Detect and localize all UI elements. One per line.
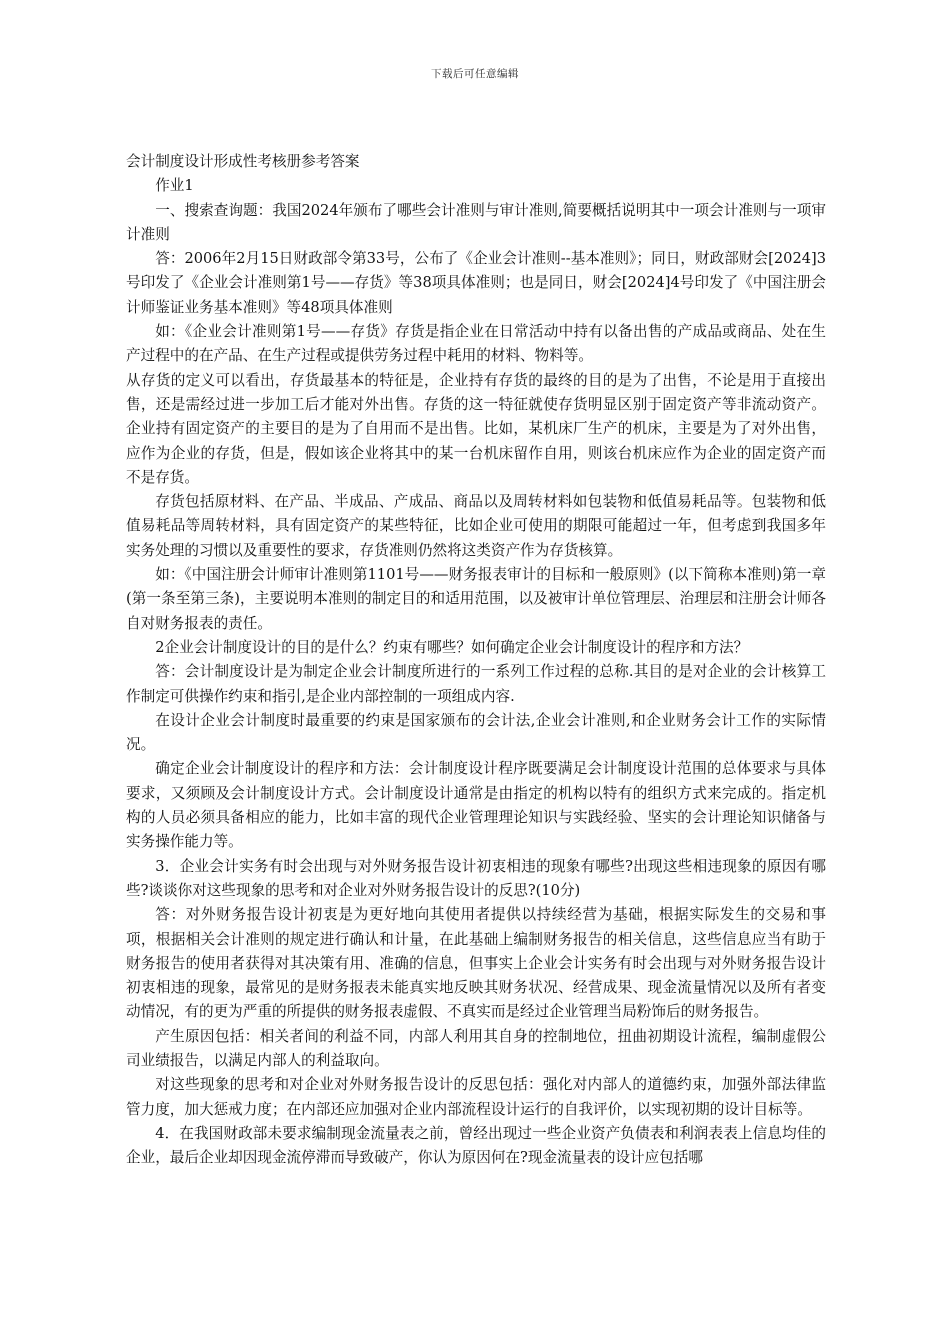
question-4: 4．在我国财政部未要求编制现金流量表之前，曾经出现过一些企业资产负债表和利润表表上信息均佳的企业，最后企业却因现金流停滞而导致破产，你认为原因何在?现金流量表的设计应包括哪 — [126, 1124, 826, 1167]
answer-1: 答：2006年2月15日财政部令第33号，公布了《企业会计准则--基本准则》；同日，财政部财会[2024]3号印发了《企业会计准则第1号——存货》等38项具体准则；也是同日，财会[2024]4号印发了《中国注册会计师鉴证业务基本准则》等48项具体准则 — [126, 250, 826, 316]
answer-3-causes: 产生原因包括：相关者间的利益不同，内部人利用其自身的控制地位，扭曲初期设计流程，编制虚假公司业绩报告，以满足内部人的利益取向。 — [126, 1027, 826, 1069]
example-audit-standard: 如：《中国注册会计师审计准则第1101号——财务报表审计的目标和一般原则》(以下简称本准则)第一章(第一条至第三条)，主要说明本准则的制定目的和适用范围，以及被审计单位管理层、治理层和注册会计师各自对财务报表的责任。 — [126, 566, 826, 632]
example-inventory-standard: 如：《企业会计准则第1号——存货》存货是指企业在日常活动中持有以备出售的产成品或商品、处在生产过程中的在产品、在生产过程或提供劳务过程中耗用的材料、物料等。 — [126, 323, 826, 365]
answer-3: 答：对外财务报告设计初衷是为更好地向其使用者提供以持续经营为基础，根据实际发生的交易和事项，根据相关会计准则的规定进行确认和计量，在此基础上编制财务报告的相关信息，这些信息应当有助于财务报告的使用者获得对其决策有用、准确的信息，但事实上企业会计实务有时会出现与对外财务报告设计初衷相违的现象，最常见的是财务报表未能真实地反映其财务状况、经营成果、现金流量情况以及所有者变动情况，有的更为严重的所提供的财务报表虚假、不真实而是经过企业管理当局粉饰后的财务报告。 — [126, 906, 826, 1021]
answer-2: 答：会计制度设计是为制定企业会计制度所进行的一系列工作过程的总称.其目的是对企业的会计核算工作制定可供操作约束和指引,是企业内部控制的一项组成内容. — [126, 663, 826, 705]
answer-3-reflection: 对这些现象的思考和对企业对外财务报告设计的反思包括：强化对内部人的道德约束，加强外部法律监管力度，加大惩戒力度；在内部还应加强对企业内部流程设计运行的自我评价，以实现初期的设计目标等。 — [126, 1076, 826, 1118]
answer-2-constraints: 在设计企业会计制度时最重要的约束是国家颁布的会计法,企业会计准则,和企业财务会计工作的实际情况。 — [126, 711, 826, 754]
inventory-definition-paragraph: 从存货的定义可以看出，存货最基本的特征是，企业持有存货的最终的目的是为了出售，不论是用于直接出售，还是需经过进一步加工后才能对外出售。存货的这一特征就使存货明显区别于固定资产等非流动资产。企业持有固定资产的主要目的是为了自用而不是出售。比如，某机床厂生产的机床，主要是为了对外出售，应作为企业的存货，但是，假如该企业将其中的某一台机床留作自用，则该台机床应作为企业的固定资产而不是存货。 — [126, 371, 826, 486]
question-1: 一、搜索查询题：我国2024年颁布了哪些会计准则与审计准则,简要概括说明其中一项会计准则与一项审计准则 — [126, 201, 826, 243]
answer-2-procedure: 确定企业会计制度设计的程序和方法：会计制度设计程序既要满足会计制度设计范围的总体要求与具体要求，又须顾及会计制度设计方式。会计制度设计通常是由指定的机构以特有的组织方式来完成的。指定机构的人员必须具备相应的能力，比如丰富的现代企业管理理论知识与实践经验、坚实的会计理论知识储备与实务操作能力等。 — [126, 760, 826, 851]
question-3: 3．企业会计实务有时会出现与对外财务报告设计初衷相违的现象有哪些?出现这些相违现象的原因有哪些?谈谈你对这些现象的思考和对企业对外财务报告设计的反思?(10分) — [126, 857, 826, 899]
inventory-scope-paragraph: 存货包括原材料、在产品、半成品、产成品、商品以及周转材料如包装物和低值易耗品等。包装物和低值易耗品等周转材料，具有固定资产的某些特征，比如企业可使用的期限可能超过一年，但考虑到我国多年实务处理的习惯以及重要性的要求，存货准则仍然将这类资产作为存货核算。 — [126, 493, 826, 559]
question-2: 2企业会计制度设计的目的是什么？约束有哪些？如何确定企业会计制度设计的程序和方法？ — [155, 638, 749, 656]
assignment-heading: 作业1 — [155, 177, 194, 195]
document-body — [126, 150, 826, 1170]
page-header: 下载后可任意编辑 — [431, 68, 519, 80]
document-title: 会计制度设计形成性考核册参考答案 — [126, 153, 360, 170]
